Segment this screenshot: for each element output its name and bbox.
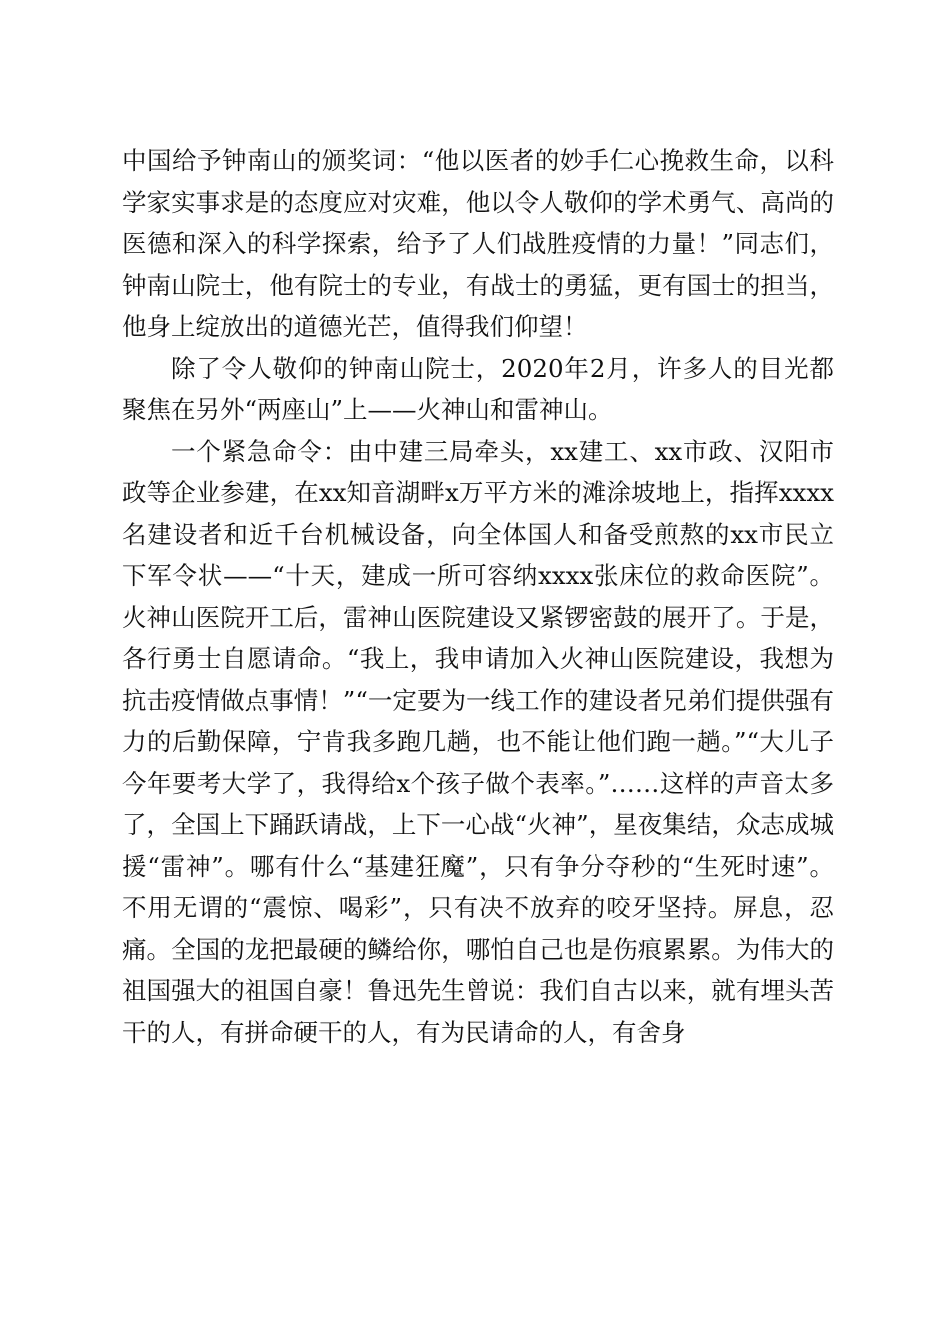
body-text [122, 140, 834, 1053]
paragraph-hospital-construction: 一个紧急命令：由中建三局牵头，xx建工、xx市政、汉阳市政等企业参建，在xx知音湖畔x万平方米的滩涂坡地上，指挥xxxx名建设者和近千台机械设备，向全体国人和备受煎熬的xx市民立下军令状——“十天，建成一所可容纳xxxx张床位的救命医院”。火神山医院开工后，雷神山医院建设又紧锣密鼓的展开了。于是，各行勇士自愿请命。“我上，我申请加入火神山医院建设，我想为抗击疫情做点事情！”“一定要为一线工作的建设者兄弟们提供强有力的后勤保障，宁肯我多跑几趟，也不能让他们跑一趟。”“大儿子今年要考大学了，我得给x个孩子做个表率。”……这样的声音太多了，全国上下踊跃请战，上下一心战“火神”，星夜集结，众志成城援“雷神”。哪有什么“基建狂魔”，只有争分夺秒的“生死时速”。不用无谓的“震惊、喝彩”，只有决不放弃的咬牙坚持。屏息，忍痛。全国的龙把最硬的鳞给你，哪怕自己也是伤痕累累。为伟大的祖国强大的祖国自豪！鲁迅先生曾说：我们自古以来，就有埋头苦干的人，有拼命硬干的人，有为民请命的人，有舍身 [122, 436, 834, 1047]
paragraph-two-mountains: 除了令人敬仰的钟南山院士，2020年2月，许多人的目光都聚焦在另外“两座山”上——火神山和雷神山。 [122, 353, 834, 424]
paragraph-award-citation: 中国给予钟南山的颁奖词：“他以医者的妙手仁心挽救生命，以科学家实事求是的态度应对灾难，他以令人敬仰的学术勇气、高尚的医德和深入的科学探索，给予了人们战胜疫情的力量！”同志们，钟南山院士，他有院士的专业，有战士的勇猛，更有国士的担当，他身上绽放出的道德光芒，值得我们仰望！ [122, 146, 834, 341]
